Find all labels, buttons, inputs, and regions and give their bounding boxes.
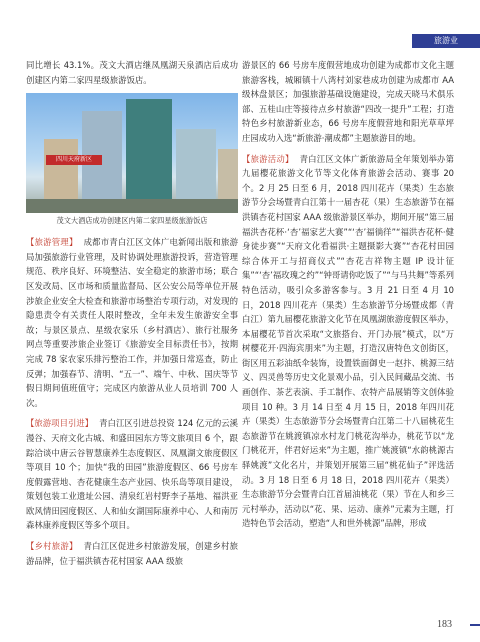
section-tourism-management [26,235,238,410]
photo-building [176,129,216,199]
section-tag: 【旅游管理】 [26,237,78,248]
photo-caption: 茂文大酒店成功创建区内第二家四星级旅游饭店 [56,216,208,226]
photo-building [218,149,238,199]
footer-rule [470,624,480,626]
section-label: 旅游业 [412,34,480,48]
section-body: 青白江区引进总投资 124 亿元的云溪漫谷、天府文化古城、和盛田园东方等文旅项目 6 个，跟踪洽谈中唐云谷智慧康养生态度假区、凤凰湖文旅度假区等项目 10 个；加快“我的田园”旅游度假区、66 号房车度假露营地、杏花健康生态产业园、快乐岛等项目建设，策划包装工业遗址公园、清泉红岩村野李子基地、福洪亚欧风情田园度假区、人和仙女湖国际康养中心、人和南厉森林康养度假区等多个项目。 [26,418,239,531]
intro-paragraph: 同比增长 43.1%。茂文大酒店继凤凰湖天泉酒店后成功创建区内第二家四星级旅游饭店。 [26,60,238,85]
section-rural-tourism [26,539,238,568]
section-body: 青白江区促进乡村旅游发展，创建乡村旅游品牌，位于福洪镇杏花村国家 AAA 级旅 [26,541,239,566]
continuation-paragraph: 游景区的 66 号房车度假营地成功创建为成都市文化主题旅游客栈，城厢镇十八湾村刘家巷成功创建为成都市 AA 级林盘景区；加强旅游基础设施建设，完成天晓马术俱乐部、五桂山庄等接待点乡村旅游“四改一提升”工程；打造特色乡村旅游新业态，66 号房车度假营地和阳光草草坪庄园成功入选“新旅游·潮成都”主题旅游目的地。 [242,60,454,143]
page-header [0,0,480,48]
section-tourism-activities [242,152,454,531]
page-number: 183 [437,619,452,630]
photo-building [44,139,78,199]
photo-building [126,99,172,199]
section-project-introduction [26,416,238,533]
section-tag: 【旅游项目引进】 [26,418,94,429]
section-tag: 【旅游活动】 [242,153,294,164]
hotel-photo [26,93,238,213]
right-column [242,58,454,531]
photo-sign: 四川天府新区 [46,155,102,165]
section-body: 成都市青白江区文体广电新闻出版和旅游局加强旅游行业管理，及时协调处理旅游投诉，营造管理规范、秩序良好、环境整洁、安全稳定的旅游市场；联合区发改局、区市场和质量监督局、区公安公局等单位开展涉旅企业安全大检查和旅游市场整治专项行动，对发现的隐患责令有关责任人限时整改，全年未发生旅游安全事故；与景区景点、星级农家乐（乡村酒店）、旅行社服务网点等重要涉旅企业签订《旅游安全目标责任书》，按期完成 78 家农家乐排污整治工作，并加强日常巡查，防止反弹；加强春节、清明、“五一”、端午、中秋、国庆等节假日期间值班值守；完成区内旅游从业人员培训 700 人次。 [26,237,239,408]
section-body: 青白江区文体广新旅游局全年策划举办第九届樱花旅游文化节等文化体育旅游会活动、赛事 20 个。2 月 25 日至 6 月，2018 四川花卉（果类）生态旅游节分会场暨青白江第十一届杏花（果）生态旅游节在福洪镇杏花村国家 AAA 级旅游景区举办，期间开展“第三届福洪杏花杯·‘杏’福家艺大赛”“‘杏’福徜徉”“福洪杏花杯·健身徒步赛”“天府文化看福洪·主题摄影大赛”“杏花村田园综合体开工与招商仪式”“杏花吉祥物主题 IP 设计征集”“‘杏’福玫瑰之约”“钟哥请你吃饭了”“与马共舞”等系列特色活动，吸引众多游客参与。3 月 21 日至 4 月 10 日，2018 四川花卉（果类）生态旅游节分场暨成都（青白江）第九届樱花旅游文化节在凤凰湖旅游度假区举办，本届樱花节首次采取“文旅搭台、开门办展”模式，以“万树樱花开·四海宾朋来”为主题，打造汉唐特色文创街区，街区用五彩油纸伞装饰，设置铁面御史一赵抃、桃源三结义、四灵兽等历史文化景观小品，引入民间藏品交流、书画创作、茶艺表演、手工制作、农特产品展销等文创体验项目 10 种。3 月 14 日至 4 月 15 日，2018 年四川花卉（果类）生态旅游节分会场暨青白江第二十八届桃花生态旅游节在姚渡镇凉水村龙门桃花沟举办，桃花节以“龙门桃花开，伴君好运来”为主题，推广姚渡镇“水韵桃源古驿姚渡”文化名片，并策划开展第三届“桃花仙子”评选活动。3 月 18 日至 6 月 18 日，2018 四川花卉（果类）生态旅游节分会暨青白江首届油桃花（果）节在人和乡三元村举办，活动以“花、果、运动、康养”元素为主题，打造特色节会活动，塑造“人和世外桃源”品牌，形成 [242,153,455,529]
section-tag: 【乡村旅游】 [26,541,78,552]
photo-ground [26,199,238,213]
left-column [26,58,238,568]
